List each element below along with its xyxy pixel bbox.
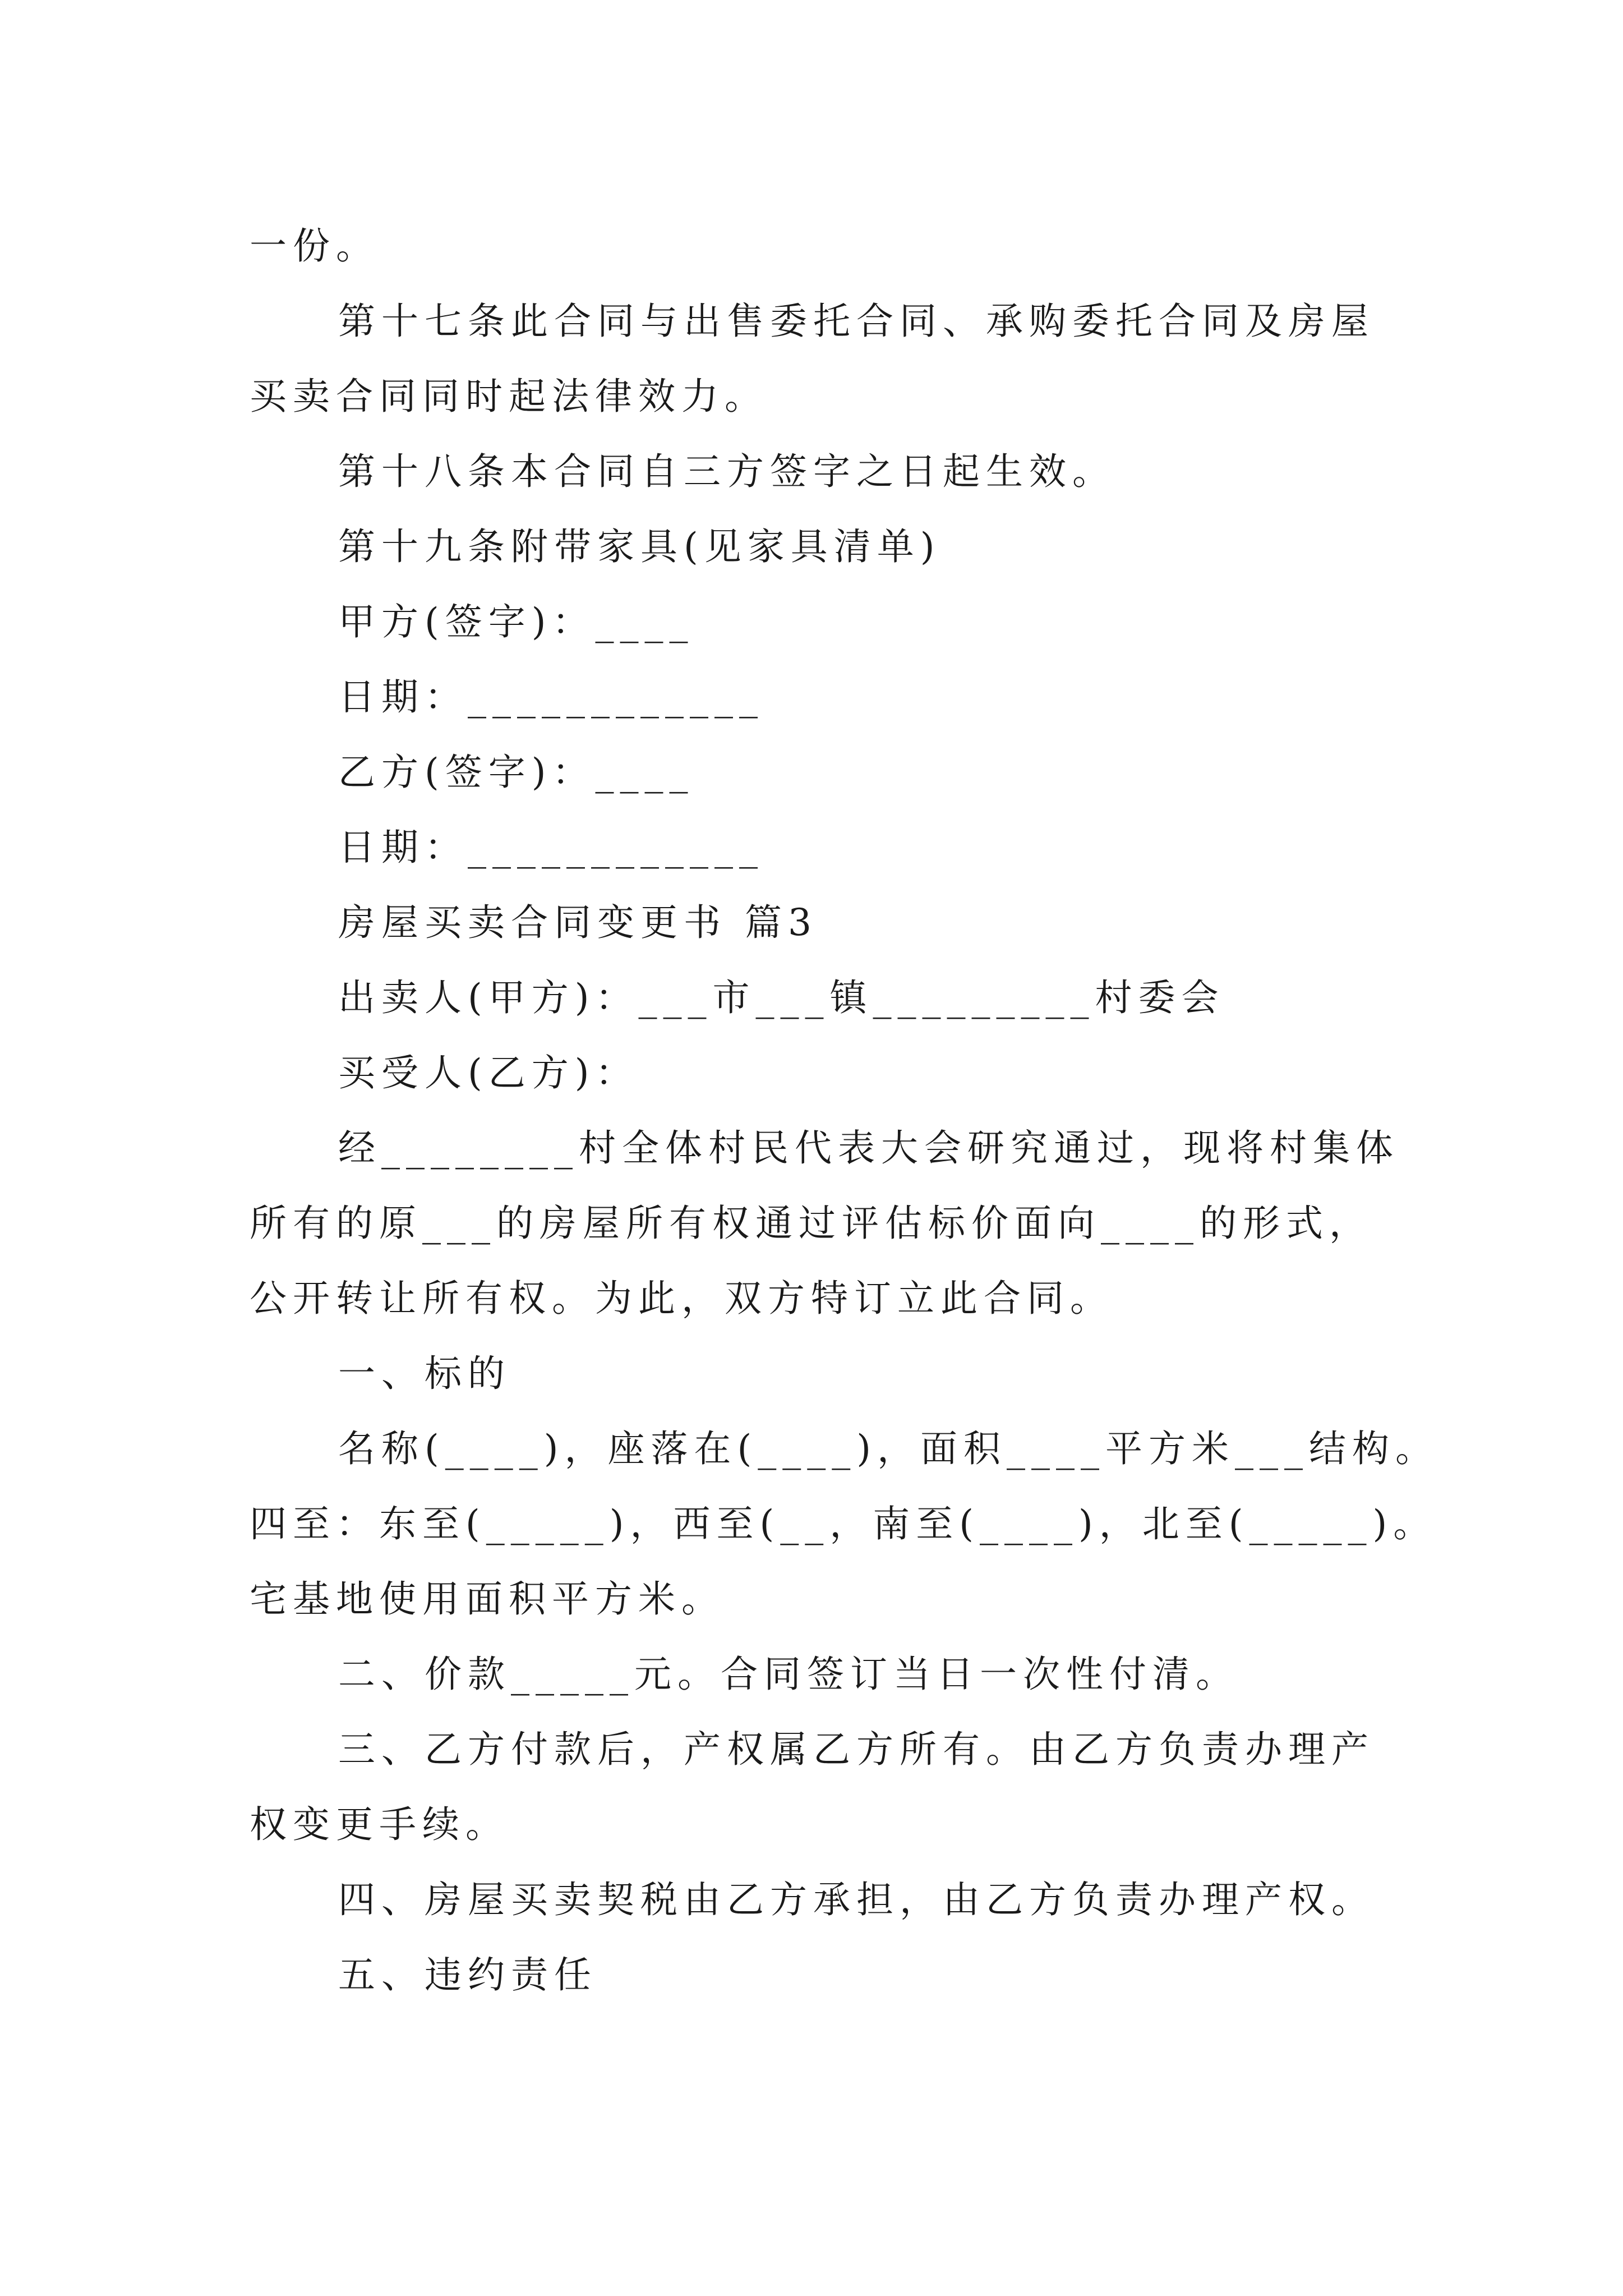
paragraph-line: 乙方(签字)：____ [338,751,694,794]
paragraph-line: 甲方(签字)：____ [338,600,694,643]
paragraph-line: 买卖合同同时起法律效力。 [250,375,768,418]
paragraph-line: 四至：东至(_____)，西至(__，南至(____)，北至(_____)。 [250,1502,1437,1545]
paragraph-line: 出卖人(甲方)：___市___镇_________村委会 [338,976,1225,1019]
paragraph-line: 房屋买卖合同变更书 篇3 [338,901,818,944]
paragraph-line: 名称(____)，座落在(____)，面积____平方米___结构。 [338,1427,1438,1470]
paragraph-line: 四、房屋买卖契税由乙方承担，由乙方负责办理产权。 [338,1878,1375,1921]
paragraph-line: 日期：____________ [338,826,764,869]
document-body [250,209,1438,2013]
paragraph-line: 公开转让所有权。为此，双方特订立此合同。 [250,1277,1113,1320]
paragraph-line: 五、违约责任 [338,1953,597,1996]
paragraph-line: 第十八条本合同自三方签字之日起生效。 [338,450,1115,493]
paragraph-line: 二、价款_____元。合同签订当日一次性付清。 [338,1653,1239,1696]
paragraph-line: 日期：____________ [338,675,764,719]
paragraph-line: 第十九条附带家具(见家具清单) [338,525,941,568]
paragraph-line: 第十七条此合同与出售委托合同、承购委托合同及房屋 [338,300,1375,343]
paragraph-line: 经________村全体村民代表大会研究通过，现将村集体 [338,1126,1399,1170]
paragraph-line: 所有的原___的房屋所有权通过评估标价面向____的形式， [250,1202,1372,1245]
paragraph-line: 买受人(乙方)： [338,1051,639,1094]
paragraph-line: 三、乙方付款后，产权属乙方所有。由乙方负责办理产 [338,1728,1375,1771]
paragraph-line: 一份。 [250,224,379,268]
paragraph-line: 宅基地使用面积平方米。 [250,1577,725,1621]
paragraph-line: 权变更手续。 [250,1803,509,1846]
paragraph-line: 一、标的 [338,1352,511,1395]
